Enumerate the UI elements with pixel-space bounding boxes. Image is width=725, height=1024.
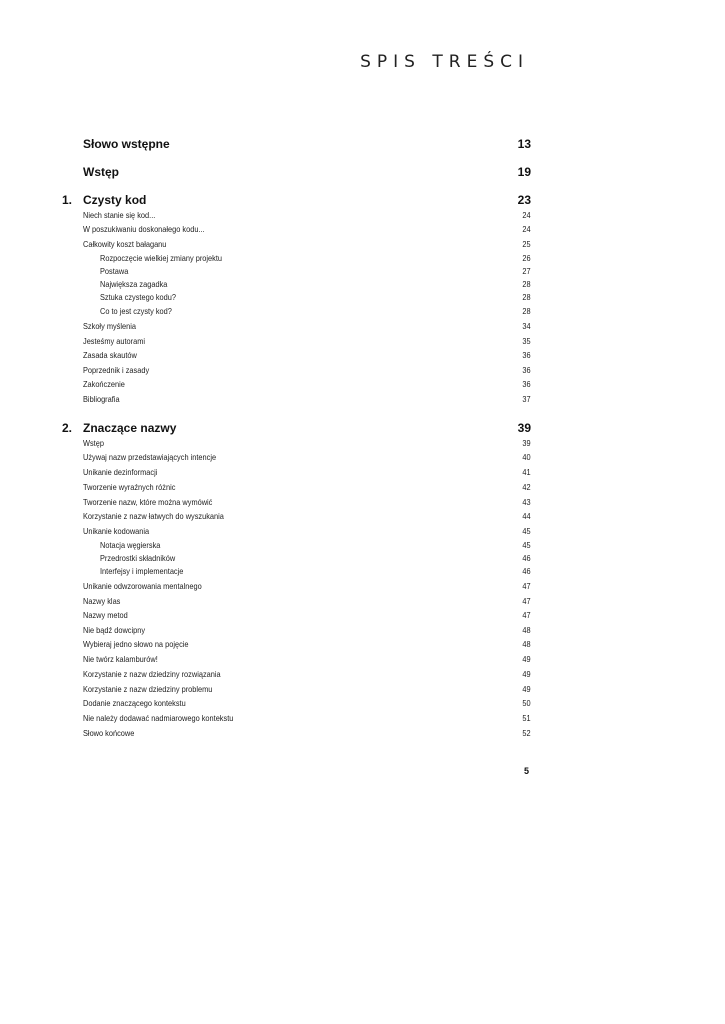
toc-section-title: Bibliografia — [83, 394, 120, 404]
toc-section-title: Przedrostki składników — [100, 553, 176, 563]
toc-section-title: Zasada skautów — [83, 350, 137, 360]
toc-page-number: 28 — [522, 306, 531, 316]
toc-chapter-row[interactable] — [0, 137, 725, 153]
toc-section-row[interactable] — [0, 511, 725, 525]
toc-page-number: 45 — [522, 540, 531, 550]
toc-section-title: Postawa — [100, 266, 129, 276]
toc-page-number: 48 — [522, 625, 531, 635]
toc-page-number: 39 — [517, 421, 531, 435]
toc-section-row[interactable] — [0, 610, 725, 624]
toc-page-number: 28 — [522, 292, 531, 302]
toc-section-title: Nie twórz kalamburów! — [83, 654, 158, 664]
toc-section-row[interactable] — [0, 669, 725, 683]
toc-section-title: Unikanie odwzorowania mentalnego — [83, 581, 202, 591]
toc-page-number: 28 — [522, 279, 531, 289]
toc-section-row[interactable] — [0, 438, 725, 452]
toc-section-row[interactable] — [0, 482, 725, 496]
toc-page-number: 13 — [517, 137, 531, 151]
toc-page-number: 24 — [522, 210, 531, 220]
toc-page-number: 46 — [522, 553, 531, 563]
toc-section-title: Korzystanie z nazw dziedziny problemu — [83, 684, 213, 694]
toc-chapter-title: Czysty kod — [83, 193, 147, 207]
toc-page-number: 49 — [522, 654, 531, 664]
toc-page-number: 49 — [522, 684, 531, 694]
toc-section-title: Co to jest czysty kod? — [100, 306, 172, 316]
toc-page-number: 39 — [522, 438, 531, 448]
toc-section-row[interactable] — [0, 497, 725, 511]
toc-section-title: Tworzenie nazw, które można wymówić — [83, 497, 213, 507]
toc-page-number: 19 — [517, 165, 531, 179]
toc-page-number: 36 — [522, 379, 531, 389]
toc-page-number: 34 — [522, 321, 531, 331]
toc-section-row[interactable] — [0, 566, 725, 580]
toc-section-row[interactable] — [0, 350, 725, 364]
toc-section-title: Słowo końcowe — [83, 728, 135, 738]
toc-section-title: Używaj nazw przedstawiających intencje — [83, 452, 217, 462]
toc-section-row[interactable] — [0, 581, 725, 595]
toc-section-title: Wstęp — [83, 438, 104, 448]
toc-section-title: Zakończenie — [83, 379, 125, 389]
toc-section-title: Korzystanie z nazw łatwych do wyszukania — [83, 511, 224, 521]
toc-page-number: 49 — [522, 669, 531, 679]
toc-section-row[interactable] — [0, 321, 725, 335]
toc-page-number: 51 — [522, 713, 531, 723]
toc-section-title: Poprzednik i zasady — [83, 365, 150, 375]
toc-page-number: 25 — [522, 239, 531, 249]
toc-section-row[interactable] — [0, 253, 725, 267]
toc-section-title: Sztuka czystego kodu? — [100, 292, 177, 302]
toc-section-title: Jesteśmy autorami — [83, 336, 146, 346]
toc-section-row[interactable] — [0, 684, 725, 698]
toc-section-row[interactable] — [0, 379, 725, 393]
toc-page-number: 42 — [522, 482, 531, 492]
toc-section-title: Niech stanie się kod... — [83, 210, 156, 220]
toc-chapter-number: 2. — [62, 421, 73, 435]
toc-section-row[interactable] — [0, 540, 725, 554]
toc-section-title: Interfejsy i implementacje — [100, 566, 184, 576]
toc-page-number: 36 — [522, 365, 531, 375]
toc-page-number: 27 — [522, 266, 531, 276]
toc-page-number: 24 — [522, 224, 531, 234]
toc-section-title: Nie należy dodawać nadmiarowego kontekstu — [83, 713, 234, 723]
toc-section-title: Szkoły myślenia — [83, 321, 136, 331]
toc-section-row[interactable] — [0, 394, 725, 408]
toc-section-row[interactable] — [0, 292, 725, 306]
toc-section-row[interactable] — [0, 553, 725, 567]
toc-chapter-row[interactable] — [0, 421, 725, 437]
toc-chapter-title: Słowo wstępne — [83, 137, 170, 151]
page-number: 5 — [523, 766, 529, 776]
toc-page-number: 47 — [522, 596, 531, 606]
toc-section-title: W poszukiwaniu doskonałego kodu... — [83, 224, 205, 234]
toc-page-number: 35 — [522, 336, 531, 346]
toc-page-number: 50 — [522, 698, 531, 708]
toc-section-title: Największa zagadka — [100, 279, 168, 289]
toc-page-number: 47 — [522, 581, 531, 591]
toc-chapter-title: Znaczące nazwy — [83, 421, 177, 435]
toc-section-title: Tworzenie wyraźnych różnic — [83, 482, 176, 492]
toc-chapter-row[interactable] — [0, 165, 725, 181]
toc-section-title: Całkowity koszt bałaganu — [83, 239, 167, 249]
toc-page-number: 40 — [522, 452, 531, 462]
toc-page-number: 37 — [522, 394, 531, 404]
toc-section-row[interactable] — [0, 654, 725, 668]
toc-page-number: 48 — [522, 639, 531, 649]
toc-section-title: Nazwy klas — [83, 596, 121, 606]
toc-section-row[interactable] — [0, 452, 725, 466]
toc-page-number: 41 — [522, 467, 531, 477]
toc-page-number: 45 — [522, 526, 531, 536]
toc-section-row[interactable] — [0, 336, 725, 350]
toc-section-row[interactable] — [0, 713, 725, 727]
toc-section-row[interactable] — [0, 279, 725, 293]
toc-section-title: Dodanie znaczącego kontekstu — [83, 698, 186, 708]
toc-page-number: 44 — [522, 511, 531, 521]
toc-section-title: Unikanie dezinformacji — [83, 467, 158, 477]
toc-section-title: Nie bądź dowcipny — [83, 625, 146, 635]
toc-section-row[interactable] — [0, 239, 725, 253]
toc-section-row[interactable] — [0, 224, 725, 238]
toc-section-title: Korzystanie z nazw dziedziny rozwiązania — [83, 669, 221, 679]
page-title: SPIS TREŚCI — [360, 52, 529, 72]
toc-section-row[interactable] — [0, 210, 725, 224]
toc-section-row[interactable] — [0, 728, 725, 742]
toc-page-number: 46 — [522, 566, 531, 576]
toc-page-number: 52 — [522, 728, 531, 738]
toc-section-row[interactable] — [0, 698, 725, 712]
toc-section-title: Unikanie kodowania — [83, 526, 150, 536]
toc-section-title: Wybieraj jedno słowo na pojęcie — [83, 639, 189, 649]
toc-section-row[interactable] — [0, 467, 725, 481]
toc-page-number: 36 — [522, 350, 531, 360]
toc-page-number: 47 — [522, 610, 531, 620]
toc-page-number: 26 — [522, 253, 531, 263]
toc-section-row[interactable] — [0, 266, 725, 280]
toc-section-row[interactable] — [0, 625, 725, 639]
toc-page-number: 43 — [522, 497, 531, 507]
toc-section-row[interactable] — [0, 365, 725, 379]
toc-section-row[interactable] — [0, 306, 725, 320]
toc-chapter-title: Wstęp — [83, 165, 119, 179]
toc-section-row[interactable] — [0, 526, 725, 540]
toc-section-row[interactable] — [0, 639, 725, 653]
toc-section-title: Nazwy metod — [83, 610, 128, 620]
toc-section-row[interactable] — [0, 596, 725, 610]
toc-section-title: Notacja węgierska — [100, 540, 161, 550]
toc-section-title: Rozpoczęcie wielkiej zmiany projektu — [100, 253, 222, 263]
toc-chapter-row[interactable] — [0, 193, 725, 209]
toc-page-number: 23 — [517, 193, 531, 207]
toc-chapter-number: 1. — [62, 193, 73, 207]
